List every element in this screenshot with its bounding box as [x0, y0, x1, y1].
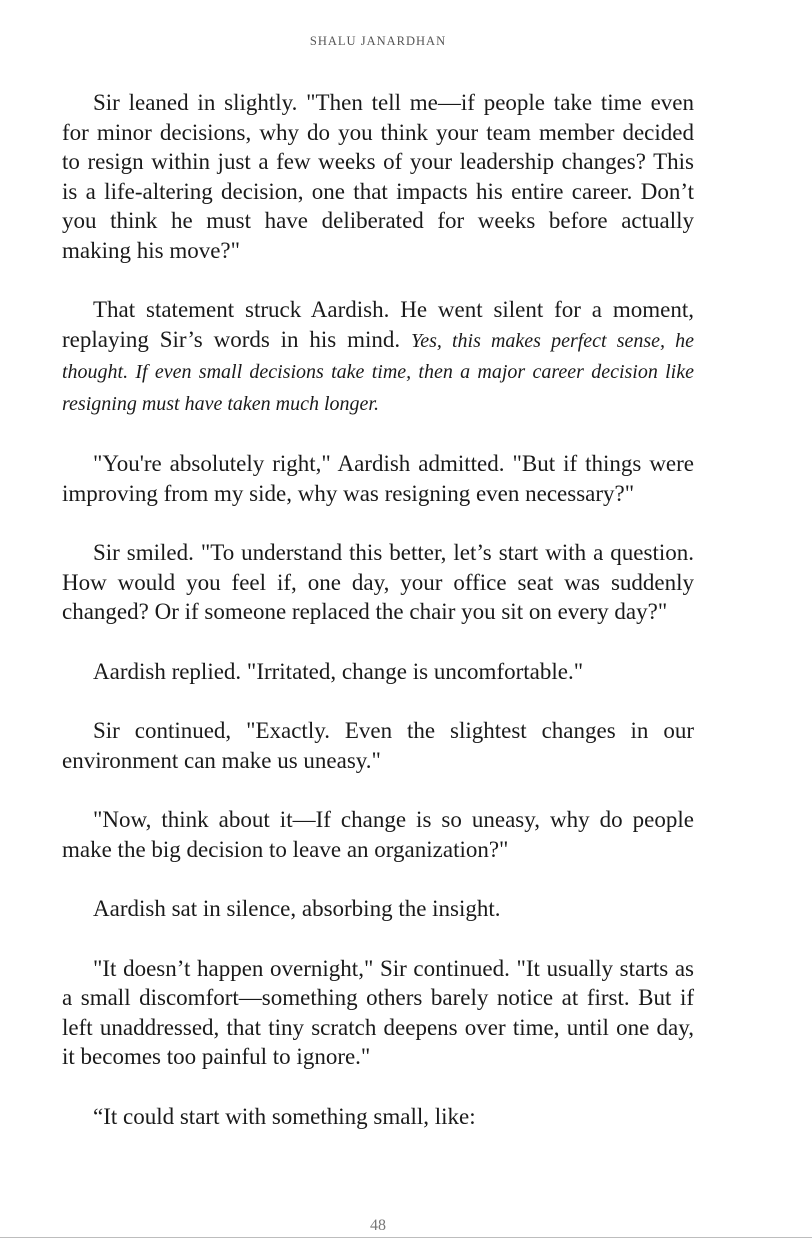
paragraph-1-text: Sir leaned in slightly. "Then tell me—if people take time even for minor decisions, why do you think your team member decided to resign within just a few weeks of your leadership changes? This is a life-altering decision, one that impacts his entire career. Don’t you think he must have deliberated for weeks before actually making his move?"	[62, 90, 694, 263]
paragraph-9	[62, 954, 694, 1072]
italic-thought: Yes, this makes perfect sense, he thought. If even small decisions take time, then a major career decision like resigning must have taken much longer.	[62, 329, 694, 415]
paragraph-8-text: Aardish sat in silence, absorbing the insight.	[93, 896, 501, 921]
paragraph-4	[62, 538, 694, 627]
paragraph-2	[62, 295, 694, 419]
paragraph-5	[62, 657, 694, 687]
paragraph-6	[62, 716, 694, 775]
paragraph-3	[62, 449, 694, 508]
paragraph-7-text: "Now, think about it—If change is so uneasy, why do people make the big decision to leave an organization?"	[62, 807, 694, 862]
paragraph-10	[62, 1102, 694, 1132]
paragraph-8	[62, 894, 694, 924]
paragraph-9-text: "It doesn’t happen overnight," Sir continued. "It usually starts as a small discomfort—something others barely notice at first. But if left unaddressed, that tiny scratch deepens over time, until one day, it becomes too painful to ignore."	[62, 955, 694, 1069]
running-header: SHALU JANARDHAN	[309, 34, 447, 48]
paragraph-4-text: Sir smiled. "To understand this better, let’s start with a question. How would you feel if, one day, your office seat was suddenly changed? Or if someone replaced the chair you sit on every day?"	[62, 540, 694, 624]
paragraph-7	[62, 805, 694, 864]
paragraph-5-text: Aardish replied. "Irritated, change is uncomfortable."	[93, 658, 584, 684]
paragraph-6-text: Sir continued, "Exactly. Even the slightest changes in our environment can make us uneasy."	[62, 718, 694, 773]
bottom-divider	[0, 1237, 812, 1238]
paragraph-3-text: "You're absolutely right," Aardish admitted. "But if things were improving from my side, why was resigning even necessary?"	[62, 451, 694, 506]
paragraph-10-text: “It could start with something small, like:	[93, 1103, 476, 1129]
body-text	[62, 88, 694, 1161]
page-number: 48	[370, 1217, 386, 1234]
paragraph-1	[62, 88, 694, 265]
paragraph-2-text: That statement struck Aardish. He went silent for a moment, replaying Sir’s words in his mind.	[62, 297, 694, 352]
